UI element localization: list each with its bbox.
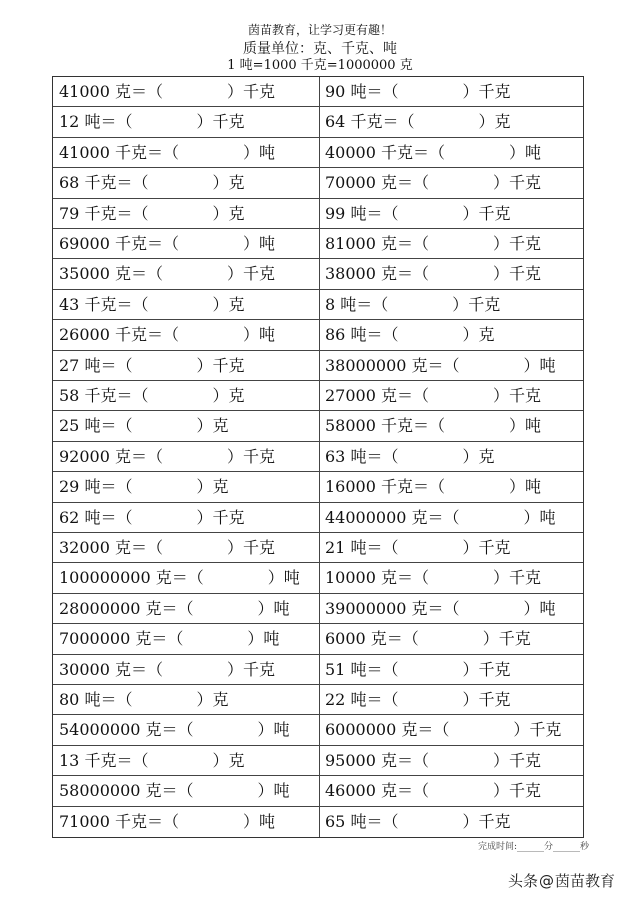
exercise-right[interactable]: 99 吨＝（ ）千克 (325, 203, 511, 223)
watermark-account: 茵苗教育 (555, 872, 616, 890)
exercise-row (53, 533, 583, 563)
exercise-row (53, 776, 583, 806)
exercise-right[interactable]: 16000 千克＝（ ）吨 (325, 477, 541, 497)
exercise-right[interactable]: 27000 克＝（ ）千克 (325, 386, 541, 405)
exercise-left[interactable]: 80 吨＝（ ）克 (59, 690, 229, 709)
exercise-right[interactable]: 58000 千克＝（ ）吨 (325, 416, 541, 436)
exercise-row (53, 715, 583, 745)
exercise-right[interactable]: 38000000 克＝（ ）吨 (325, 355, 556, 375)
exercise-right[interactable]: 38000 克＝（ ）千克 (325, 264, 541, 284)
exercise-right[interactable]: 10000 克＝（ ）千克 (325, 568, 541, 588)
exercise-left[interactable]: 43 千克＝（ ）克 (59, 294, 245, 314)
exercise-row (53, 107, 583, 137)
exercise-left[interactable]: 28000000 克＝（ ）吨 (59, 598, 290, 618)
exercise-left[interactable]: 29 吨＝（ ）克 (59, 477, 229, 497)
exercise-row (53, 807, 583, 837)
exercise-left[interactable]: 26000 千克＝（ ）吨 (59, 325, 275, 345)
exercise-right[interactable]: 6000000 克＝（ ）千克 (325, 720, 562, 740)
exercise-left[interactable]: 100000000 克＝（ ）吨 (59, 568, 300, 588)
brand-line: 茵苗教育，让学习更有趣！ (247, 23, 392, 37)
exercise-right[interactable]: 22 吨＝（ ）千克 (325, 690, 511, 709)
watermark-platform: 头条 (508, 872, 539, 890)
exercise-left[interactable]: 68 千克＝（ ）克 (59, 173, 245, 193)
exercise-row (53, 138, 583, 168)
exercise-row (53, 381, 583, 411)
exercise-left[interactable]: 71000 千克＝（ ）吨 (59, 811, 275, 831)
exercise-right[interactable]: 86 吨＝（ ）克 (325, 325, 495, 345)
exercise-row (53, 320, 583, 350)
exercise-row (53, 442, 583, 472)
exercise-right[interactable]: 46000 克＝（ ）千克 (325, 781, 541, 801)
exercise-left[interactable]: 79 千克＝（ ）克 (59, 203, 245, 223)
exercise-left[interactable]: 54000000 克＝（ ）吨 (59, 720, 290, 740)
exercise-row (53, 411, 583, 441)
exercise-right[interactable]: 8 吨＝（ ）千克 (325, 294, 501, 314)
exercise-left[interactable]: 32000 克＝（ ）千克 (59, 538, 275, 557)
exercise-left[interactable]: 25 吨＝（ ）克 (59, 416, 229, 436)
conversion-formula: 1 吨=1000 千克=1000000 克 (227, 58, 413, 73)
exercise-row (53, 229, 583, 259)
completion-time: 完成时间:______分______秒 (478, 842, 590, 852)
exercise-row (53, 655, 583, 685)
exercise-left[interactable]: 30000 克＝（ ）千克 (59, 659, 275, 679)
exercise-row (53, 685, 583, 715)
exercise-left[interactable]: 12 吨＝（ ）千克 (59, 112, 245, 132)
exercise-row (53, 503, 583, 533)
watermark-at: @ (539, 872, 555, 890)
exercise-right[interactable]: 51 吨＝（ ）千克 (325, 659, 511, 679)
exercise-right[interactable]: 63 吨＝（ ）克 (325, 446, 495, 466)
exercise-right[interactable]: 6000 克＝（ ）千克 (325, 629, 531, 649)
exercise-right[interactable]: 21 吨＝（ ）千克 (325, 538, 511, 557)
exercise-left[interactable]: 7000000 克＝（ ）吨 (59, 629, 280, 649)
exercise-row (53, 594, 583, 624)
exercise-left[interactable]: 13 千克＝（ ）克 (59, 750, 245, 770)
exercise-row (53, 290, 583, 320)
exercise-left[interactable]: 58 千克＝（ ）克 (59, 386, 245, 405)
exercise-right[interactable]: 44000000 克＝（ ）吨 (325, 507, 556, 527)
exercise-right[interactable]: 64 千克＝（ ）克 (325, 112, 511, 132)
exercise-right[interactable]: 65 吨＝（ ）千克 (325, 811, 511, 831)
exercise-left[interactable]: 69000 千克＝（ ）吨 (59, 234, 275, 253)
exercise-right[interactable]: 90 吨＝（ ）千克 (325, 82, 511, 101)
exercise-row (53, 259, 583, 289)
exercise-right[interactable]: 39000000 克＝（ ）吨 (325, 598, 556, 618)
exercise-right[interactable]: 40000 千克＝（ ）吨 (325, 142, 541, 162)
exercise-row (53, 746, 583, 776)
exercise-left[interactable]: 41000 千克＝（ ）吨 (59, 142, 275, 162)
exercise-left[interactable]: 41000 克＝（ ）千克 (59, 82, 275, 101)
exercise-row (53, 563, 583, 593)
page-title: 质量单位：克、千克、吨 (243, 41, 397, 57)
exercise-left[interactable]: 92000 克＝（ ）千克 (59, 446, 275, 466)
exercise-table (52, 76, 584, 838)
exercise-left[interactable]: 27 吨＝（ ）千克 (59, 355, 245, 375)
exercise-row (53, 199, 583, 229)
exercise-left[interactable]: 35000 克＝（ ）千克 (59, 264, 275, 284)
exercise-left[interactable]: 62 吨＝（ ）千克 (59, 507, 245, 527)
exercise-right[interactable]: 81000 克＝（ ）千克 (325, 234, 541, 253)
exercise-row (53, 472, 583, 502)
exercise-row (53, 624, 583, 654)
exercise-row (53, 351, 583, 381)
exercise-row (53, 77, 583, 107)
exercise-left[interactable]: 58000000 克＝（ ）吨 (59, 781, 290, 801)
exercise-row (53, 168, 583, 198)
watermark (508, 870, 615, 891)
exercise-right[interactable]: 95000 克＝（ ）千克 (325, 750, 541, 770)
exercise-right[interactable]: 70000 克＝（ ）千克 (325, 173, 541, 193)
